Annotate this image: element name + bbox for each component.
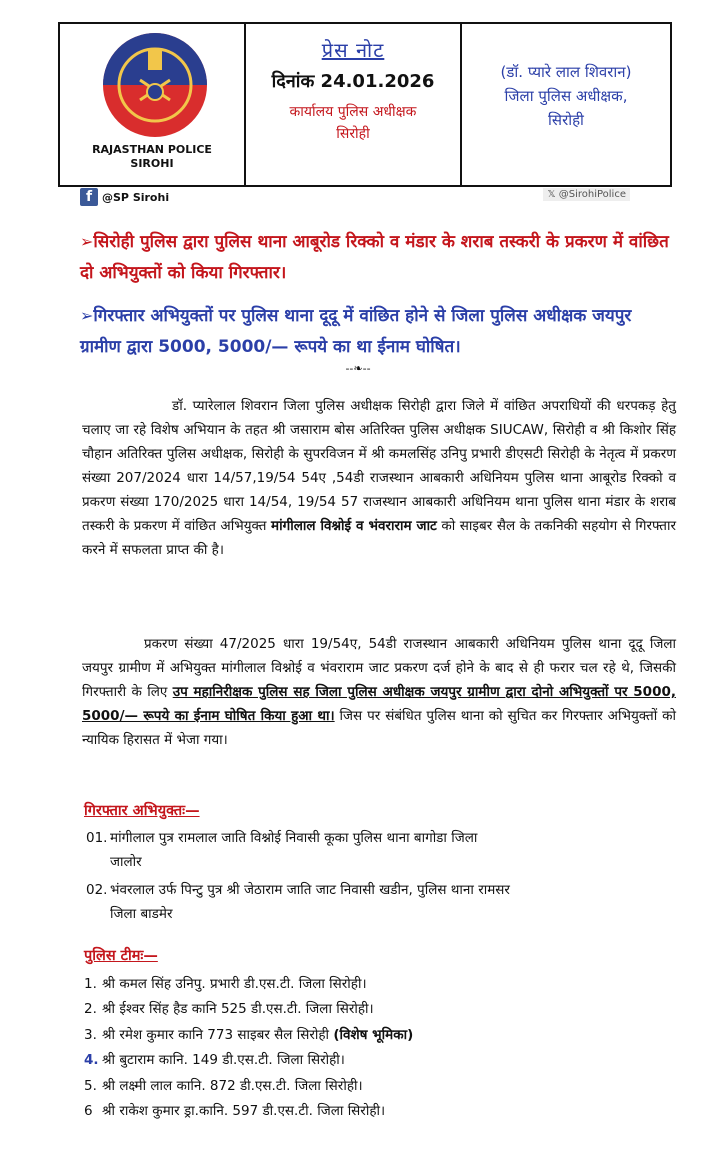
office-line2: सिरोही	[336, 126, 370, 142]
ornamental-divider: --❧--	[345, 362, 371, 375]
team-member-number: 5.	[84, 1077, 97, 1094]
sp-designation: जिला पुलिस अधीक्षक,	[504, 87, 628, 105]
emblem-caption-line2: SIROHI	[130, 157, 174, 170]
paragraph-2-text-a: प्रकरण संख्या 47/2025 धारा 19/54ए, 54डी राजस्थान आबकारी अधिनियम पुलिस थाना दूदू जिला जयपुर ग्रामीण में अभियुक्त मांगीलाल विश्नोई व भंवराराम जाट प्रकरण दर्ज होने के बाद से ही फरार चल रहे थे, जिसकी गिरफ्तारी के लिए	[82, 636, 676, 700]
press-note-title-cell	[246, 24, 462, 185]
police-team-list	[84, 972, 413, 1124]
team-member-number: 6	[84, 1102, 93, 1119]
team-member-text: श्री रमेश कुमार कानि 773 साइबर सैल सिरोही	[102, 1026, 334, 1043]
paragraph-2	[82, 632, 676, 752]
team-member	[84, 1099, 413, 1124]
paragraph-1-accused-names: मांगीलाल विश्नोई व भंवराराम जाट	[271, 518, 437, 534]
team-member-text: श्री बुटाराम कानि. 149 डी.एस.टी. जिला सिरोही।	[102, 1052, 345, 1069]
accused-number: 01.	[86, 830, 108, 846]
headline-reward	[80, 300, 676, 363]
team-member-text: श्री राकेश कुमार ड्रा.कानि. 597 डी.एस.टी. जिला सिरोही।	[102, 1102, 386, 1119]
accused-item	[86, 826, 676, 874]
office-line1: कार्यालय पुलिस अधीक्षक	[289, 104, 417, 120]
rajasthan-police-emblem-icon	[100, 30, 210, 140]
accused-details-line2: जिला बाडमेर	[110, 906, 173, 922]
accused-details-line2: जालोर	[110, 854, 142, 870]
accused-number: 02.	[86, 882, 108, 898]
sp-city: सिरोही	[548, 111, 584, 129]
twitter-handle-text: @SirohiPolice	[558, 189, 626, 200]
paragraph-1	[82, 394, 676, 562]
team-member-text: श्री कमल सिंह उनिपु. प्रभारी डी.एस.टी. जिला सिरोही।	[102, 976, 367, 992]
team-member	[84, 1048, 413, 1073]
team-member-number: 1.	[84, 976, 97, 992]
team-member-text: श्री लक्ष्मी लाल कानि. 872 डी.एस.टी. जिला सिरोही।	[102, 1077, 363, 1094]
paragraph-2-reward-text: उप महानिरीक्षक पुलिस सह जिला पुलिस अधीक्षक जयपुर ग्रामीण द्वारा दोनो अभियुक्तों पर 5000, 5000/— रूपये का ईनाम घोषित किया हुआ था।	[82, 684, 676, 724]
office-name	[246, 101, 460, 145]
sp-name: (डॉ. प्यारे लाल शिवरान)	[500, 63, 632, 81]
team-member-number: 3.	[84, 1026, 97, 1043]
arrow-bullet-icon: ➢	[80, 306, 94, 325]
headline-arrest	[80, 226, 676, 289]
accused-heading: गिरफ्तार अभियुक्तः—	[84, 803, 200, 819]
emblem-caption-line1: RAJASTHAN POLICE	[92, 143, 212, 156]
facebook-icon: f	[80, 188, 98, 206]
headline-reward-text: गिरफ्तार अभियुक्तों पर पुलिस थाना दूदू में वांछित होने से जिला पुलिस अधीक्षक जयपुर ग्रामीण द्वारा 5000, 5000/— रूपये का था ईनाम घोषित।	[80, 306, 632, 357]
facebook-handle-text: @SP Sirohi	[102, 190, 170, 204]
facebook-handle[interactable]	[80, 188, 169, 206]
twitter-handle[interactable]	[543, 188, 630, 201]
press-note-title: प्रेस नोट	[321, 38, 385, 62]
police-emblem-cell	[60, 24, 246, 185]
accused-details-line1: मांगीलाल पुत्र रामलाल जाति विश्नोई निवासी कूका पुलिस थाना बागोडा जिला	[110, 830, 478, 846]
emblem-caption	[60, 143, 244, 171]
team-member	[84, 1023, 413, 1048]
accused-details-line1: भंवरलाल उर्फ पिन्टु पुत्र श्री जेठाराम जाति जाट निवासी खडीन, पुलिस थाना रामसर	[110, 882, 510, 898]
team-member	[84, 1074, 413, 1099]
paragraph-1-text-b: को साइबर सैल के तकनिकी सहयोग से गिरफ्तार करने में सफलता प्राप्त की है।	[82, 518, 676, 558]
police-team-heading: पुलिस टीमः—	[84, 948, 158, 964]
special-role-note: (विशेष भूमिका)	[333, 1026, 414, 1043]
headline-arrest-text: सिरोही पुलिस द्वारा पुलिस थाना आबूरोड रिक्को व मंडार के शराब तस्करी के प्रकरण में वांछित दो अभियुक्तों को किया गिरफ्तार।	[80, 232, 669, 283]
team-member	[84, 972, 413, 997]
arrow-bullet-icon: ➢	[80, 232, 94, 251]
press-note-date: दिनांक 24.01.2026	[271, 71, 435, 92]
x-icon: 𝕏	[547, 189, 559, 200]
paragraph-1-text-a: डॉ. प्यारेलाल शिवरान जिला पुलिस अधीक्षक सिरोही द्वारा जिले में वांछित अपराधियों की धरपकड़ हेतु चलाए जा रहे विशेष अभियान के तहत श्री जसाराम बोस अतिरिक्त पुलिस अधीक्षक SIUCAW, सिरोही व श्री किशोर सिंह चौहान अतिरिक्त पुलिस अधीक्षक, सिरोही के सुपरविजन में श्री कमलसिंह उनिपु प्रभारी डीएसटी सिरोही के नेतृत्व में प्रकरण संख्या 207/2024 धारा 14/57,19/54 54ए ,54डी राजस्थान आबकारी अधिनियम पुलिस थाना आबूरोड रिक्को व प्रकरण संख्या 170/2025 धारा 14/54, 19/54 57 राजस्थान आबकारी अधिनियम थाना पुलिस थाना मंडार के शराब तस्करी के प्रकरण में वांछित अभियुक्त	[82, 398, 676, 534]
team-member-number: 4.	[84, 1052, 99, 1069]
team-member-number: 2.	[84, 1001, 97, 1018]
accused-item	[86, 878, 676, 926]
superintendent-cell	[462, 24, 670, 185]
team-member	[84, 997, 413, 1022]
paragraph-2-text-b: जिस पर संबंधित पुलिस थाना को सुचित कर गिरफ्तार अभियुक्तों को न्यायिक हिरासत में भेजा गया।	[82, 708, 677, 748]
social-handles	[80, 188, 630, 208]
team-member-text: श्री ईश्वर सिंह हैड कानि 525 डी.एस.टी. जिला सिरोही।	[102, 1001, 374, 1018]
press-note-header	[58, 22, 672, 187]
